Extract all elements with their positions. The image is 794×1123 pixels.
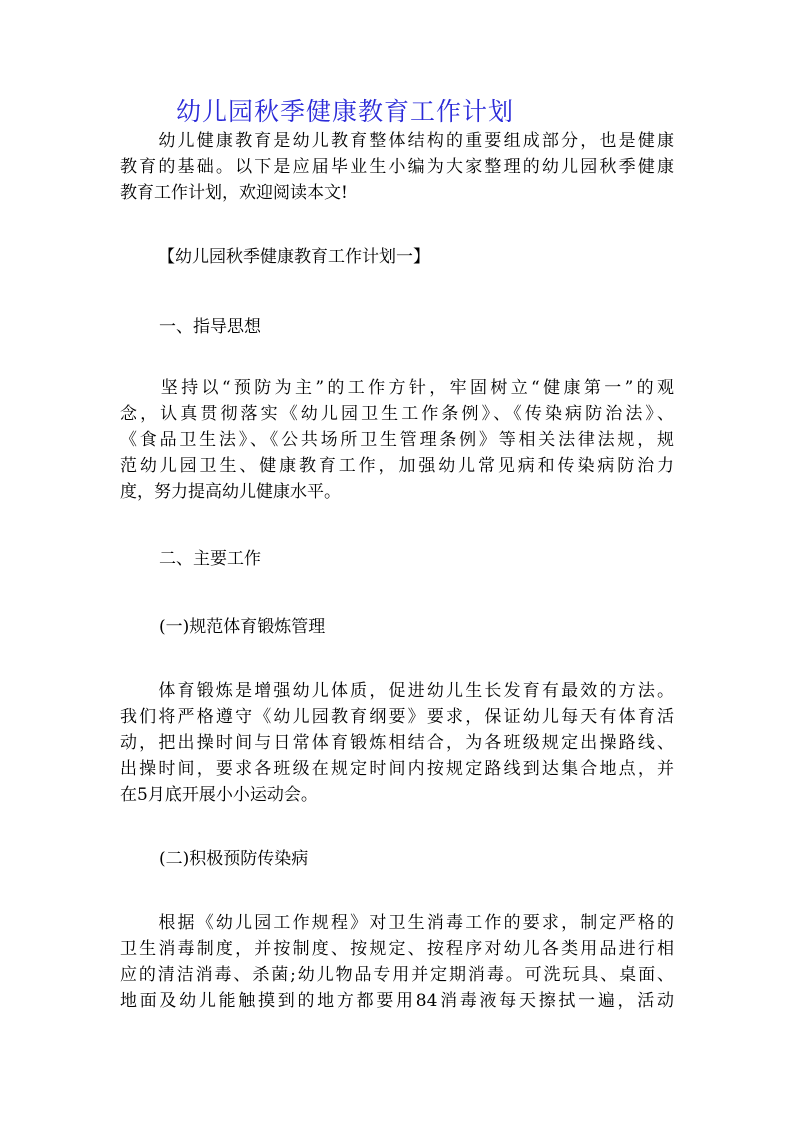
paragraph-line: 地面及幼儿能触摸到的地方都要用84消毒液每天擦拭一遍，活动 <box>120 991 674 1011</box>
intro-paragraph <box>120 128 674 206</box>
paragraph-line: 坚持以“预防为主”的工作方针，牢固树立“健康第一”的观 <box>120 378 674 398</box>
paragraph-line: 教育的基础。以下是应届毕业生小编为大家整理的幼儿园秋季健康 <box>120 157 674 177</box>
document-title: 幼儿园秋季健康教育工作计划 <box>176 97 515 126</box>
paragraph-line: 我们将严格遵守《幼儿园教育纲要》要求，保证幼儿每天有体育活 <box>120 707 674 727</box>
paragraph-line: 念，认真贯彻落实《幼儿园卫生工作条例》、《传染病防治法》、 <box>120 404 674 424</box>
subheading-disease-prevention: (二)积极预防传染病 <box>159 849 309 869</box>
paragraph-line: 动，把出操时间与日常体育锻炼相结合，为各班级规定出操路线、 <box>120 733 674 753</box>
heading-main-work: 二、主要工作 <box>159 549 261 569</box>
paragraph-line: 《食品卫生法》、《公共场所卫生管理条例》等相关法律法规，规 <box>120 430 674 450</box>
paragraph-line: 出操时间，要求各班级在规定时间内按规定路线到达集合地点，并 <box>120 759 674 779</box>
disease-paragraph <box>120 910 674 1014</box>
paragraph-line: 幼儿健康教育是幼儿教育整体结构的重要组成部分，也是健康 <box>120 131 674 151</box>
paragraph-line: 范幼儿园卫生、健康教育工作，加强幼儿常见病和传染病防治力 <box>120 456 674 476</box>
subheading-exercise: (一)规范体育锻炼管理 <box>159 617 326 637</box>
paragraph-line: 应的清洁消毒、杀菌;幼儿物品专用并定期消毒。可洗玩具、桌面、 <box>120 965 674 985</box>
section-title: 【幼儿园秋季健康教育工作计划一】 <box>158 247 430 267</box>
paragraph-line: 在5月底开展小小运动会。 <box>120 785 318 805</box>
guide-paragraph <box>120 375 674 505</box>
paragraph-line: 教育工作计划，欢迎阅读本文! <box>120 183 348 203</box>
paragraph-line: 根据《幼儿园工作规程》对卫生消毒工作的要求，制定严格的 <box>120 913 674 933</box>
paragraph-line: 体育锻炼是增强幼儿体质，促进幼儿生长发育有最效的方法。 <box>120 681 674 701</box>
paragraph-line: 度，努力提高幼儿健康水平。 <box>120 482 341 502</box>
exercise-paragraph <box>120 678 674 808</box>
heading-guiding-principle: 一、指导思想 <box>159 317 261 337</box>
paragraph-line: 卫生消毒制度，并按制度、按规定、按程序对幼儿各类用品进行相 <box>120 939 674 959</box>
